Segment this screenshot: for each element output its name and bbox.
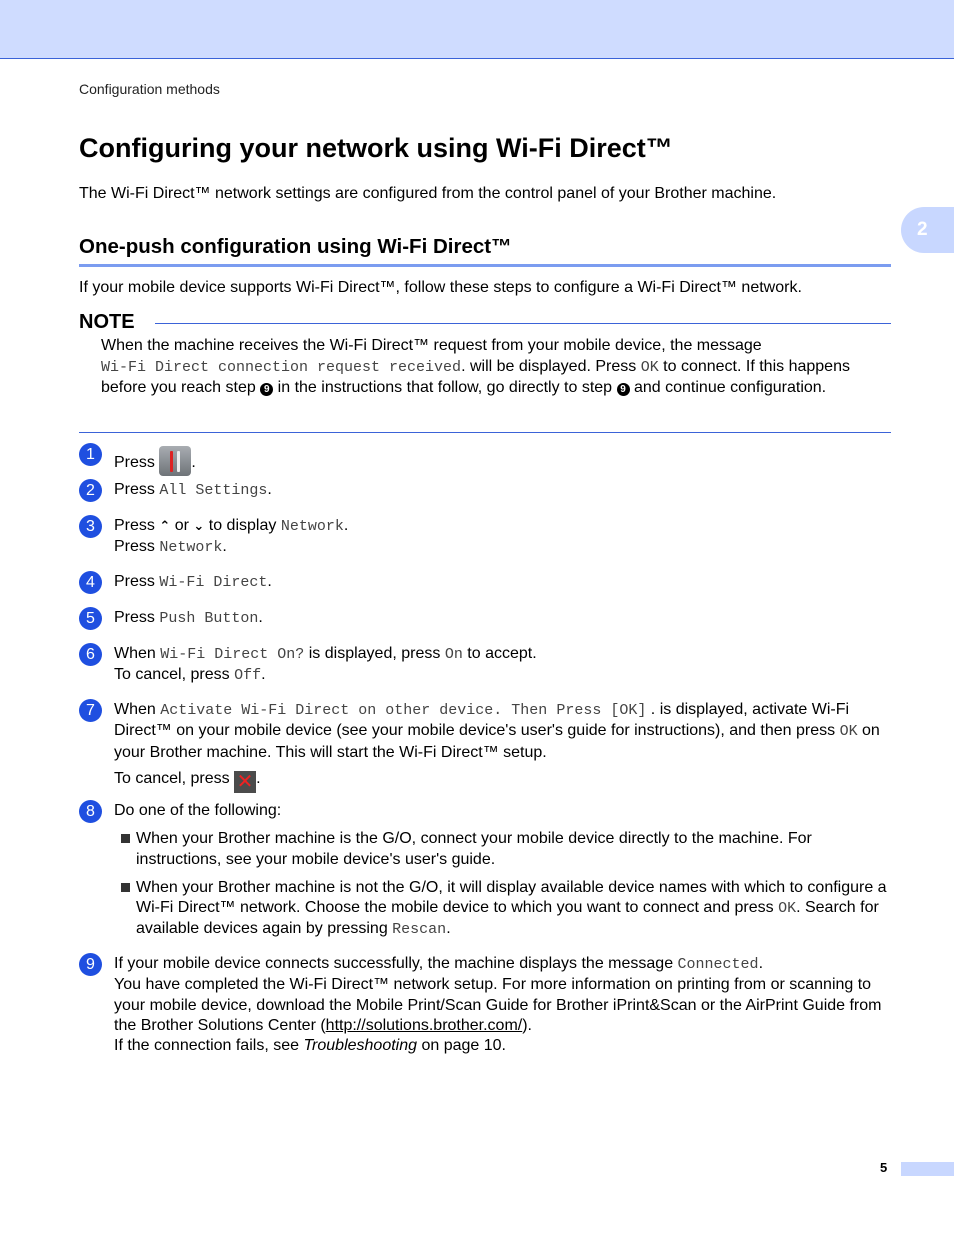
chapter-tab: 2 [901,207,954,253]
bullet-text: . Search for available devices again by pressing [136,899,879,938]
step-number-badge: 8 [79,800,102,823]
chevron-up-icon[interactable]: ⌃ [159,518,171,533]
step-text: . is displayed, activate Wi-Fi Direct™ on your mobile device (see your mobile device's user's guide for instructions), and then press [114,701,850,740]
step-text: . [343,517,349,534]
section-title: One-push configuration using Wi-Fi Direct™ [79,235,512,258]
step-text: ). [522,1016,532,1034]
step-text: Press [114,517,155,534]
options-list [114,829,890,940]
step-text: If the connection fails, see [114,1037,299,1055]
note-text: to connect. If this happens before you reach step [101,357,850,396]
section-divider [79,264,891,267]
note-bottom-divider [79,432,891,433]
bullet-text: When your Brother machine is the G/O, connect your mobile device directly to the machine. For instructions, see your mobile device's user's guide. [136,830,812,868]
step-text: Press [114,481,155,498]
step-text: or [174,517,189,534]
note-body [101,336,881,399]
menu-option: Wi-Fi Direct [159,574,268,591]
page-tab [901,1162,954,1176]
cancel-x-icon[interactable]: ✕ [234,771,256,793]
menu-option: Rescan [392,921,447,939]
step-text: Press [114,538,155,556]
intro-text: The Wi-Fi Direct™ network settings are configured from the control panel of your Brother machine. [79,185,777,202]
menu-option: Network [280,518,344,535]
step-text: on your Brother machine. This will start the Wi-Fi Direct™ setup. [114,722,880,761]
step-number-badge: 4 [79,571,102,594]
note-message: Wi-Fi Direct connection request received [101,358,462,376]
menu-option: Network [159,539,223,557]
section-intro: If your mobile device supports Wi-Fi Direct™, follow these steps to configure a Wi-Fi Direct™ network. [79,279,802,296]
step-text: . [267,573,272,590]
step-number-badge: 2 [79,479,102,502]
step-text: Press [114,454,155,471]
menu-option: All Settings [159,482,268,499]
menu-option: OK [778,900,797,918]
note-text: and continue configuration. [633,379,827,396]
tools-icon[interactable] [159,446,191,476]
solutions-center-link[interactable]: http://solutions.brother.com/ [325,1016,523,1034]
step-text: . [258,609,263,626]
step-text: Press [114,609,155,626]
step-number-badge: 5 [79,607,102,630]
step-text: to accept. [467,645,537,662]
menu-option: On [444,646,463,663]
note-text: . will be displayed. Press [461,357,637,375]
step-number-badge: 9 [79,953,102,976]
list-item [114,829,890,870]
step-ref-badge: 9 [617,383,630,396]
step-text: . [191,454,196,471]
step-number-badge: 6 [79,643,102,666]
bullet-square-icon [121,883,130,892]
step-text: to display [208,517,277,534]
step-text: . [256,769,261,787]
note-divider [155,323,891,324]
step-text: If your mobile device connects successfully, the machine displays the message [114,955,674,972]
page-title: Configuring your network using Wi-Fi Direct™ [79,133,673,163]
step-text: . [222,538,227,556]
menu-option: Off [234,667,262,685]
note-label: NOTE [79,311,135,333]
step-text: You have completed the Wi-Fi Direct™ network setup. For more information on printing from or scanning to your mobile device, download the Mobile Print/Scan Guide for Brother iPrint&Scan or the AirPrint Guide from the Brother Solutions Center ( [114,976,882,1034]
lcd-message: Activate Wi-Fi Direct on other device. Then Press [OK] [160,702,647,719]
list-item [114,878,890,941]
page-number: 5 [880,1160,888,1175]
step-text: When [114,701,156,718]
step-text: To cancel, press [114,769,230,787]
step-text: is displayed, press [308,645,441,662]
lcd-message: Wi-Fi Direct On? [160,646,305,663]
bullet-square-icon [121,834,130,843]
step-number-badge: 1 [79,443,102,466]
troubleshooting-reference[interactable]: Troubleshooting [303,1037,418,1055]
step-text: . [261,666,266,684]
bullet-text: When your Brother machine is not the G/O, it will display available device names with which to configure a Wi-Fi Direct™ network. Choose the mobile device to which you want to connect and press [136,878,887,917]
step-text: . [267,481,272,498]
step-text: Press [114,573,155,590]
header-band [0,0,954,59]
step-text: . [758,955,764,972]
step-ref-badge: 9 [260,383,273,396]
menu-option: Push Button [159,610,259,627]
menu-option: OK [839,723,858,741]
step-text: Do one of the following: [114,802,282,819]
note-ok: OK [640,358,659,376]
note-text: When the machine receives the Wi-Fi Direct™ request from your mobile device, the message [101,337,762,354]
note-text: in the instructions that follow, go directly to step [277,379,613,396]
chevron-down-icon[interactable]: ⌄ [193,518,205,533]
step-text: on page 10. [421,1037,506,1055]
step-text: When [114,645,156,662]
breadcrumb: Configuration methods [79,81,220,97]
bullet-text: . [446,920,451,938]
step-number-badge: 3 [79,515,102,538]
lcd-message: Connected [677,956,759,973]
step-number-badge: 7 [79,699,102,722]
step-text: To cancel, press [114,666,230,684]
